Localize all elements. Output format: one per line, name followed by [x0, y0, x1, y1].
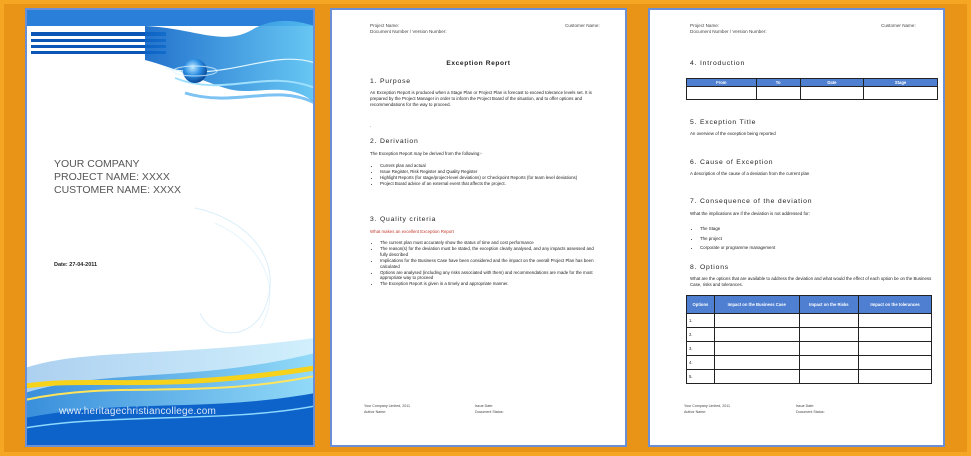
footer-right [475, 403, 504, 415]
footer-company: Your Company Limited, 2011 [684, 404, 730, 408]
row-number: 5. [687, 370, 715, 384]
header-project-name: Project Name: [370, 23, 400, 28]
table-header: Impact on the Risks [799, 296, 859, 314]
footer-right [796, 403, 825, 415]
footer-issue-date: Issue Date: [475, 404, 494, 408]
table-header: Date [800, 79, 863, 87]
footer-left [364, 403, 410, 415]
table-cell[interactable] [799, 370, 859, 384]
table-header: Impact on the tolerances [859, 296, 932, 314]
paragraph: An Exception Report is produced when a Stage Plan or Project Plan is forecast to exceed tolerance levels set. It is prepared by the Project Manager in order to inform the Project Board of the situation, and to offer options and recommendations for the way to proceed. [370, 90, 592, 108]
table-cell[interactable] [859, 370, 932, 384]
paragraph: An overview of the exception being reported [690, 131, 776, 136]
table-row [687, 328, 932, 342]
table-header: To [756, 79, 800, 87]
list-item: • Implications for the Business Case have been considered and the impact on the overall Project Plan has been calculated [380, 258, 600, 270]
list-item: • Options are analysed (including any risks associated with them) and recommendations are made for the most appropriate way to proceed [380, 270, 600, 282]
table-cell[interactable] [714, 314, 799, 328]
header-customer-name: Customer Name: [565, 23, 600, 28]
section-heading: 5. Exception Title [690, 119, 757, 126]
table-cell[interactable] [859, 356, 932, 370]
project-name: PROJECT NAME: XXXX [54, 171, 170, 183]
table-cell[interactable] [714, 342, 799, 356]
table-cell[interactable] [799, 356, 859, 370]
footer-issue-date: Issue Date: [796, 404, 815, 408]
table-header: Options [687, 296, 715, 314]
footer-status: Document Status: [796, 410, 825, 414]
table-cell[interactable] [800, 87, 863, 100]
table-cell[interactable] [756, 87, 800, 100]
highlight-text: What makes an excellent Exception Report [370, 229, 454, 234]
footer-author: Author Name: [684, 410, 707, 414]
options-table [686, 295, 932, 384]
section-heading: 1. Purpose [370, 78, 411, 85]
customer-name: CUSTOMER NAME: XXXX [54, 184, 181, 196]
header-left [370, 23, 447, 35]
cover-artwork [25, 8, 315, 447]
paragraph: A description of the cause of a deviation from the current plan [690, 171, 810, 176]
table-header: Stage [864, 79, 938, 87]
exception-details-page [648, 8, 945, 447]
exception-report-page [330, 8, 627, 447]
row-number: 4. [687, 356, 715, 370]
footer-author: Author Name: [364, 410, 387, 414]
cover-title-block [54, 158, 181, 197]
paragraph: What the implications are if the deviation is not addressed for: [690, 211, 810, 216]
table-header: Impact on the Business Case [714, 296, 799, 314]
table-row [687, 370, 932, 384]
row-number: 3. [687, 342, 715, 356]
header-left [690, 23, 767, 35]
section-heading: 3. Quality criteria [370, 216, 437, 223]
footer-status: Document Status: [475, 410, 504, 414]
section-heading: 8. Options [690, 264, 729, 271]
list-item: • Current plan and actual [380, 163, 600, 169]
list-item: • Project Board advice of an external event that affects the project. [380, 181, 600, 187]
table-cell[interactable] [799, 342, 859, 356]
list-item: • Issue Register, Risk Register and Quality Register [380, 169, 600, 175]
list-item: • Highlight Reports (for stage/project-level deviations) or Checkpoint Reports (for team level deviations) [380, 175, 600, 181]
list-item: • The current plan must accurately show the status of time and cost performance [380, 240, 600, 246]
footer-company: Your Company Limited, 2011 [364, 404, 410, 408]
section-heading: 4. Introduction [690, 60, 746, 67]
table-cell[interactable] [799, 314, 859, 328]
cover-page [25, 8, 315, 447]
header-doc-number: Document Number / Version Number: [370, 29, 447, 34]
paragraph: The Exception Report may be derived from the following:- [370, 151, 483, 156]
table-cell[interactable] [799, 328, 859, 342]
header-project-name: Project Name: [690, 23, 720, 28]
table-row [687, 314, 932, 328]
paragraph: What are the options that are available to address the deviation and what would the effect of each option be on the Business Case, risks and tolerances. [690, 276, 932, 288]
table-cell[interactable] [687, 87, 757, 100]
table-cell[interactable] [859, 342, 932, 356]
bullet-list [688, 224, 920, 253]
cover-date: Date: 27-04-2011 [54, 262, 98, 268]
header-doc-number: Document Number / Version Number: [690, 29, 767, 34]
table-cell[interactable] [714, 328, 799, 342]
page-title: Exception Report [446, 60, 511, 67]
section-heading: 7. Consequence of the deviation [690, 198, 813, 205]
table-row [687, 356, 932, 370]
list-item: • The reason(s) for the deviation must be stated, the exception clearly analysed, and any impacts assessed and fully described [380, 246, 600, 258]
section-heading: 2. Derivation [370, 138, 419, 145]
company-name: YOUR COMPANY [54, 158, 140, 170]
footer-left [684, 403, 730, 415]
row-number: 1. [687, 314, 715, 328]
table-cell[interactable] [864, 87, 938, 100]
table-cell[interactable] [859, 328, 932, 342]
list-item: • The project [700, 234, 920, 244]
table-row [687, 342, 932, 356]
table-row [687, 87, 938, 100]
table-cell[interactable] [714, 370, 799, 384]
watermark-text: www.heritagechristiancollege.com [59, 406, 217, 417]
section-heading: 6. Cause of Exception [690, 159, 774, 166]
table-cell[interactable] [859, 314, 932, 328]
header-customer-name: Customer Name: [881, 23, 916, 28]
table-header: From [687, 79, 757, 87]
bullet-list [368, 240, 600, 287]
row-number: 2. [687, 328, 715, 342]
list-item: • The Exception Report is given in a timely and appropriate manner. [380, 281, 600, 287]
bullet-list [368, 163, 600, 187]
introduction-table [686, 78, 938, 100]
list-item: • Corporate or programme management [700, 243, 920, 253]
list-item: • The Stage [700, 224, 920, 234]
paragraph: . [370, 123, 372, 128]
table-cell[interactable] [714, 356, 799, 370]
